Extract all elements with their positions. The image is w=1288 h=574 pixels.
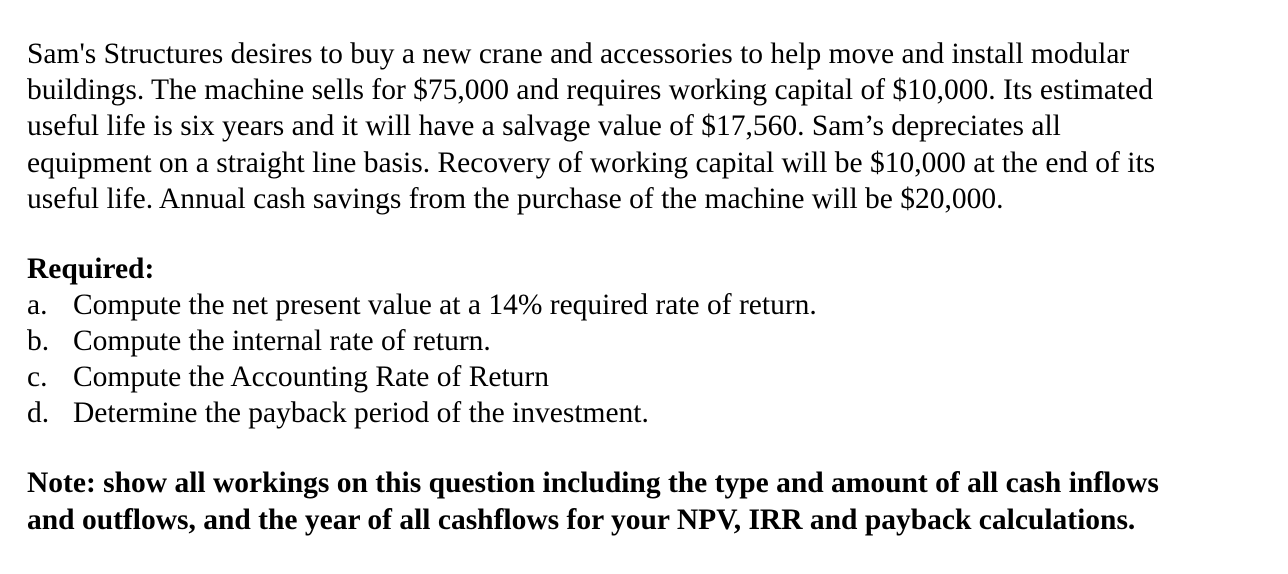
note-line: and outflows, and the year of all cashflows for your NPV, IRR and payback calculations. — [27, 503, 1136, 536]
list-marker: c. — [27, 361, 48, 394]
required-heading: Required: — [27, 253, 155, 286]
list-item-text: Compute the net present value at a 14% required rate of return. — [73, 289, 817, 322]
problem-statement — [27, 36, 1267, 217]
list-item-text: Compute the internal rate of return. — [73, 325, 491, 358]
list-marker: b. — [27, 325, 50, 358]
problem-line: useful life. Annual cash savings from the purchase of the machine will be $20,000. — [27, 182, 1004, 215]
document-body — [27, 36, 1267, 538]
note-line: Note: show all workings on this question including the type and amount of all cash inflows — [27, 467, 1159, 500]
list-item — [27, 359, 1267, 395]
list-item — [27, 323, 1267, 359]
list-item-text: Determine the payback period of the investment. — [73, 397, 649, 430]
problem-line: buildings. The machine sells for $75,000 and requires working capital of $10,000. Its estimated — [27, 74, 1153, 107]
problem-line: equipment on a straight line basis. Recovery of working capital will be $10,000 at the end of its — [27, 146, 1156, 179]
list-item — [27, 287, 1267, 323]
list-item — [27, 395, 1267, 431]
problem-line: Sam's Structures desires to buy a new crane and accessories to help move and install modular — [27, 38, 1130, 70]
problem-line: useful life is six years and it will have a salvage value of $17,560. Sam’s depreciates all — [27, 110, 1061, 143]
required-list — [27, 287, 1267, 431]
list-marker: d. — [27, 397, 50, 430]
list-marker: a. — [27, 289, 48, 322]
list-item-text: Compute the Accounting Rate of Return — [73, 361, 550, 394]
note-paragraph — [27, 465, 1267, 538]
